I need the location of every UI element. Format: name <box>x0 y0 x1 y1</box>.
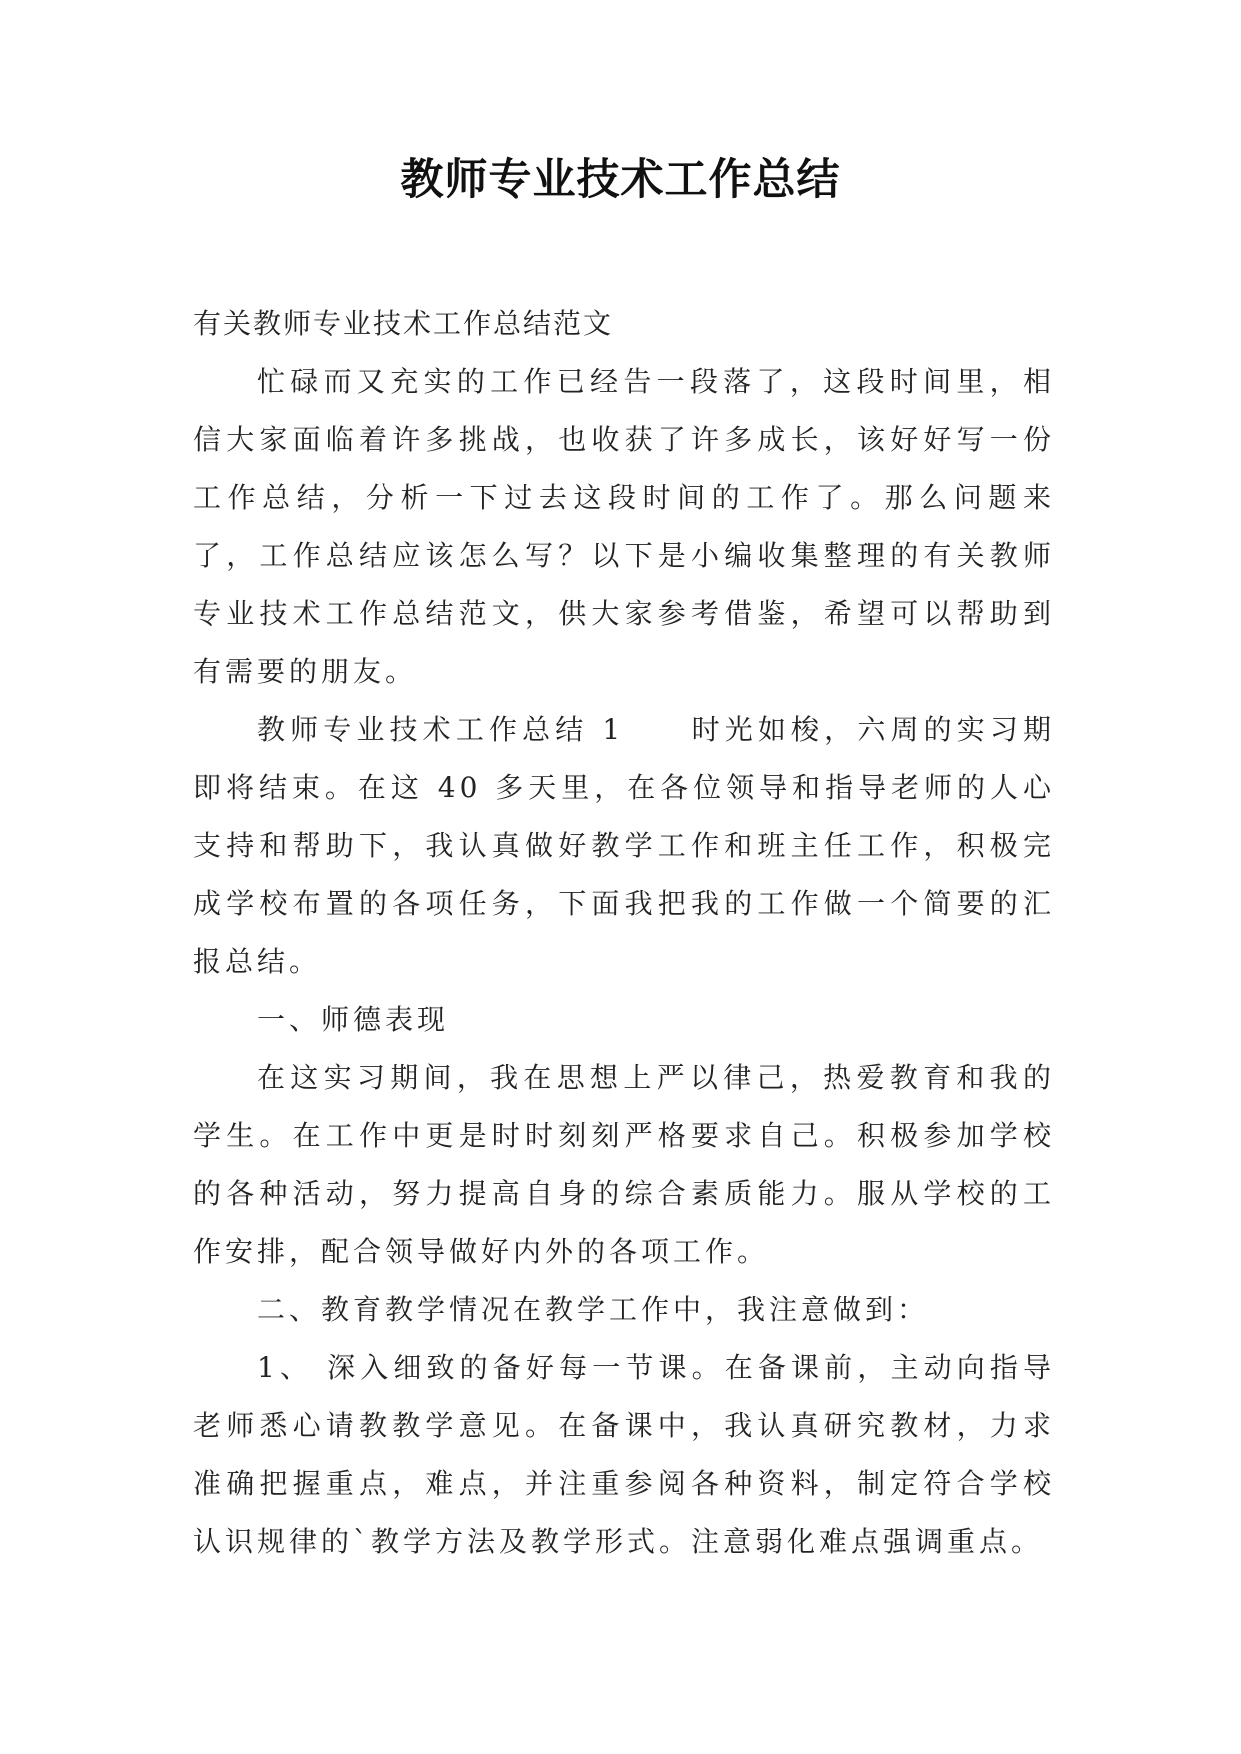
paragraph-ethics: 在这实习期间，我在思想上严以律己，热爱教育和我的学生。在工作中更是时时刻刻严格要求自己。积极参加学校的各种活动，努力提高自身的综合素质能力。服从学校的工作安排，配合领导做好内外的各项工作。 <box>193 1061 1055 1268</box>
document-title: 教师专业技术工作总结 <box>400 155 841 205</box>
paragraph-lesson-prep: 1、 深入细致的备好每一节课。在备课前，主动向指导老师悉心请教教学意见。在备课中，我认真研究教材，力求准确把握重点，难点，并注重参阅各种资料，制定符合学校认识规律的`教学方法及教学形式。注意弱化难点强调重点。 <box>193 1351 1055 1558</box>
section-heading-ethics: 一、师德表现 <box>257 1003 450 1036</box>
paragraph-intro: 忙碌而又充实的工作已经告一段落了，这段时间里，相信大家面临着许多挑战，也收获了许多成长，该好好写一份工作总结，分析一下过去这段时间的工作了。那么问题来了，工作总结应该怎么写？以下是小编收集整理的有关教师专业技术工作总结范文，供大家参考借鉴，希望可以帮助到有需要的朋友。 <box>193 365 1055 688</box>
paragraph-summary-1: 教师专业技术工作总结 1 时光如梭，六周的实习期即将结束。在这 40 多天里，在各位领导和指导老师的人心支持和帮助下，我认真做好教学工作和班主任工作，积极完成学校布置的各项任务，下面我把我的工作做一个简要的汇报总结。 <box>193 713 1055 978</box>
document-body <box>193 295 1055 1571</box>
document-subtitle: 有关教师专业技术工作总结范文 <box>193 307 614 340</box>
section-heading-teaching: 二、教育教学情况在教学工作中，我注意做到： <box>257 1293 930 1326</box>
